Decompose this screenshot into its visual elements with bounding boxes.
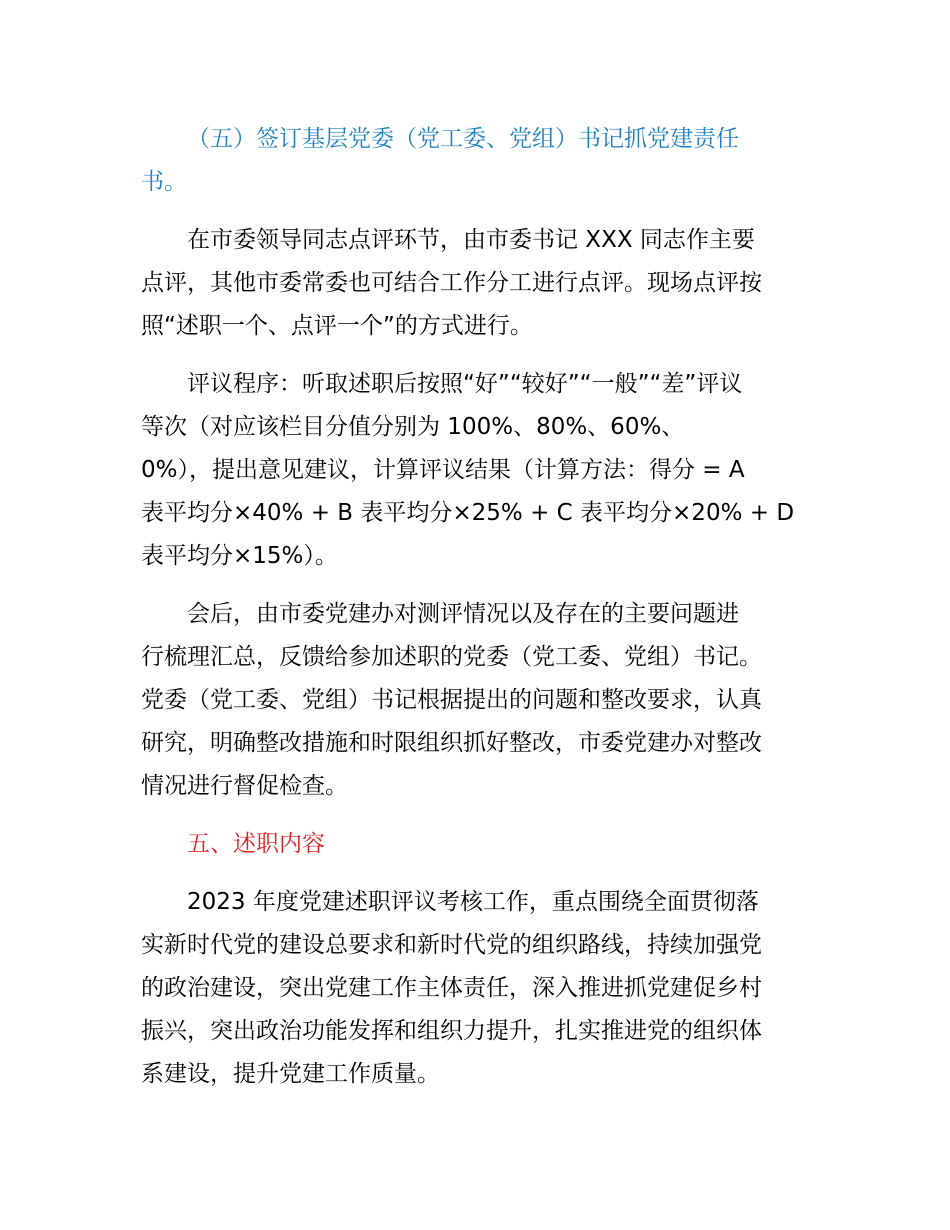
paragraph-line: 在市委领导同志点评环节，由市委书记 XXX 同志作主要 [187, 227, 755, 253]
paragraph-comment-session [141, 219, 817, 348]
paragraph-line: 振兴，突出政治功能发挥和组织力提升，扎实推进党的组织体 [141, 1018, 762, 1044]
paragraph-line: 党委（党工委、党组）书记根据提出的问题和整改要求，认真 [141, 687, 762, 713]
document-page [141, 118, 817, 1096]
paragraph-line: 表平均分×15%）。 [141, 543, 338, 569]
sub-heading-line-1: （五）签订基层党委（党工委、党组）书记抓党建责任 [187, 126, 739, 152]
paragraph-line: 2023 年度党建述职评议考核工作，重点围绕全面贯彻落 [187, 889, 759, 915]
paragraph-line: 实新时代党的建设总要求和新时代党的组织路线，持续加强党 [141, 932, 762, 958]
section-heading [141, 823, 817, 866]
paragraph-line: 的政治建设，突出党建工作主体责任，深入推进抓党建促乡村 [141, 975, 762, 1001]
sub-heading-line-2: 书。 [141, 169, 187, 195]
paragraph-report-content [141, 881, 817, 1096]
paragraph-line: 系建设，提升党建工作质量。 [141, 1061, 440, 1087]
paragraph-line: 评议程序：听取述职后按照“好”“较好”“一般”“差”评议 [187, 371, 743, 397]
paragraph-line: 等次（对应该栏目分值分别为 100%、80%、60%、 [141, 414, 685, 440]
paragraph-line: 行梳理汇总，反馈给参加述职的党委（党工委、党组）书记。 [141, 644, 762, 670]
paragraph-line: 照“述职一个、点评一个”的方式进行。 [141, 313, 533, 339]
paragraph-line: 会后，由市委党建办对测评情况以及存在的主要问题进 [187, 601, 739, 627]
sub-heading [141, 118, 817, 204]
paragraph-after-meeting [141, 593, 817, 808]
paragraph-line: 0%），提出意见建议，计算评议结果（计算方法：得分 = A [141, 457, 745, 483]
paragraph-evaluation-procedure [141, 363, 817, 578]
paragraph-line: 点评，其他市委常委也可结合工作分工进行点评。现场点评按 [141, 270, 762, 296]
paragraph-line: 研究，明确整改措施和时限组织抓好整改，市委党建办对整改 [141, 730, 762, 756]
paragraph-line: 表平均分×40% + B 表平均分×25% + C 表平均分×20% + D [141, 500, 795, 526]
paragraph-line: 情况进行督促检查。 [141, 773, 348, 799]
section-heading-text: 五、述职内容 [187, 831, 325, 857]
